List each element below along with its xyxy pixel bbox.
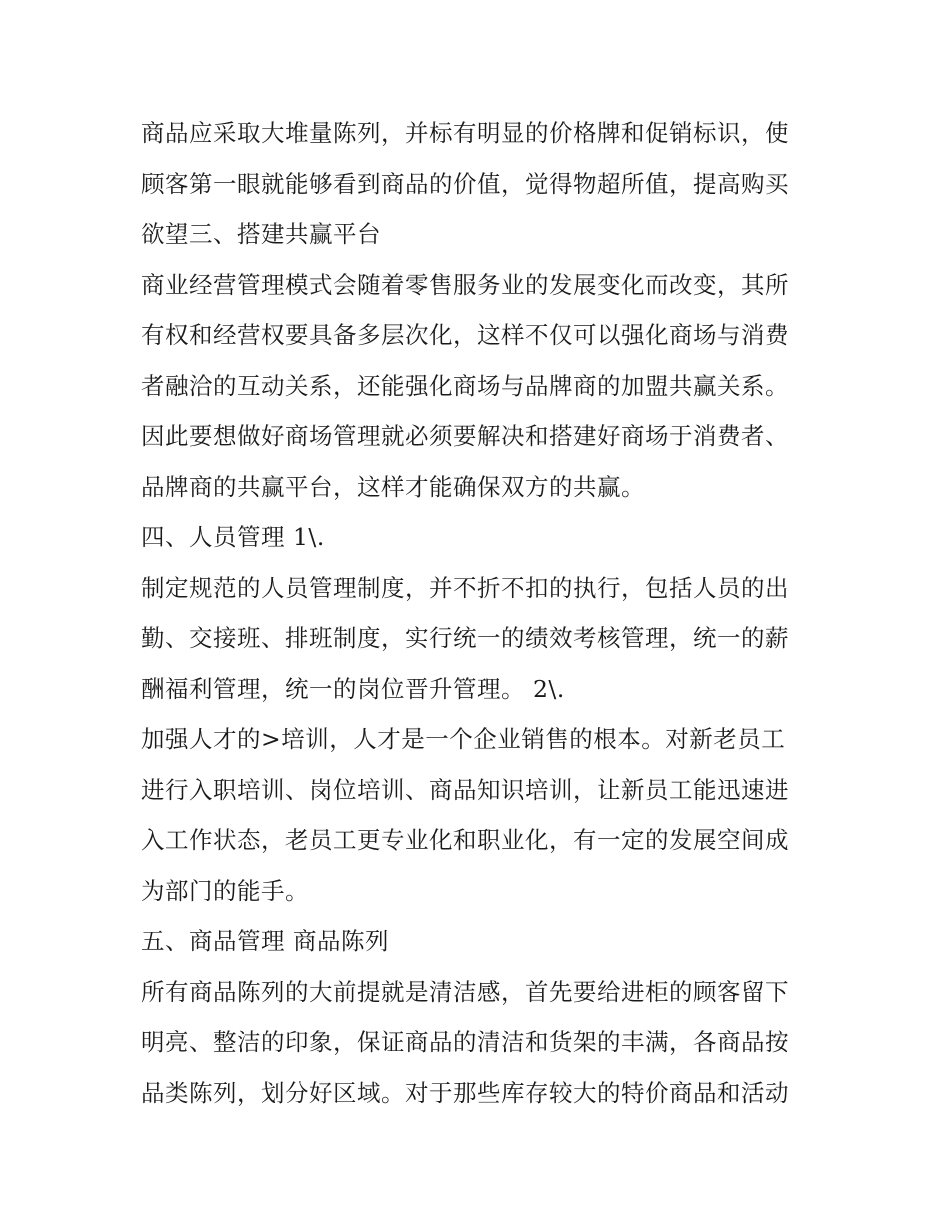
section-heading: 四、人员管理 1\. bbox=[141, 523, 325, 551]
text-line: 勤、交接班、排班制度，实行统一的绩效考核管理，统一的薪 bbox=[141, 624, 789, 652]
text-line: 为部门的能手。 bbox=[141, 876, 309, 905]
text-line: 欲望三、搭建共赢平台 bbox=[141, 220, 381, 248]
text-line: 商业经营管理模式会随着零售服务业的发展变化而改变，其所 bbox=[141, 270, 789, 299]
text-line: 因此要想做好商场管理就必须要解决和搭建好商场于消费者、 bbox=[141, 422, 789, 450]
section-heading: 五、商品管理 商品陈列 bbox=[141, 927, 389, 955]
text-line: 加强人才的>培训，人才是一个企业销售的根本。对新老员工 bbox=[141, 725, 786, 753]
text-line: 顾客第一眼就能够看到商品的价值，觉得物超所值，提高购买 bbox=[141, 169, 789, 198]
text-line: 品牌商的共赢平台，这样才能确保双方的共赢。 bbox=[141, 472, 645, 501]
document-body bbox=[141, 108, 821, 1118]
text-line: 制定规范的人员管理制度，并不折不扣的执行，包括人员的出 bbox=[141, 573, 789, 602]
text-line: 酬福利管理，统一的岗位晋升管理。 2\. bbox=[141, 674, 565, 703]
text-line: 商品应采取大堆量陈列，并标有明显的价格牌和促销标识，使 bbox=[141, 119, 789, 147]
text-line: 品类陈列，划分好区域。对于那些库存较大的特价商品和活动 bbox=[141, 1078, 789, 1107]
text-line: 明亮、整洁的印象，保证商品的清洁和货架的丰满，各商品按 bbox=[141, 1028, 789, 1056]
text-line: 入工作状态，老员工更专业化和职业化，有一定的发展空间成 bbox=[141, 826, 789, 854]
text-line: 进行入职培训、岗位培训、商品知识培训，让新员工能迅速进 bbox=[141, 775, 789, 804]
text-line: 所有商品陈列的大前提就是清洁感，首先要给进柜的顾客留下 bbox=[141, 977, 789, 1006]
text-line: 有权和经营权要具备多层次化，这样不仅可以强化商场与消费 bbox=[141, 321, 789, 349]
text-line: 者融洽的互动关系，还能强化商场与品牌商的加盟共赢关系。 bbox=[141, 371, 789, 400]
